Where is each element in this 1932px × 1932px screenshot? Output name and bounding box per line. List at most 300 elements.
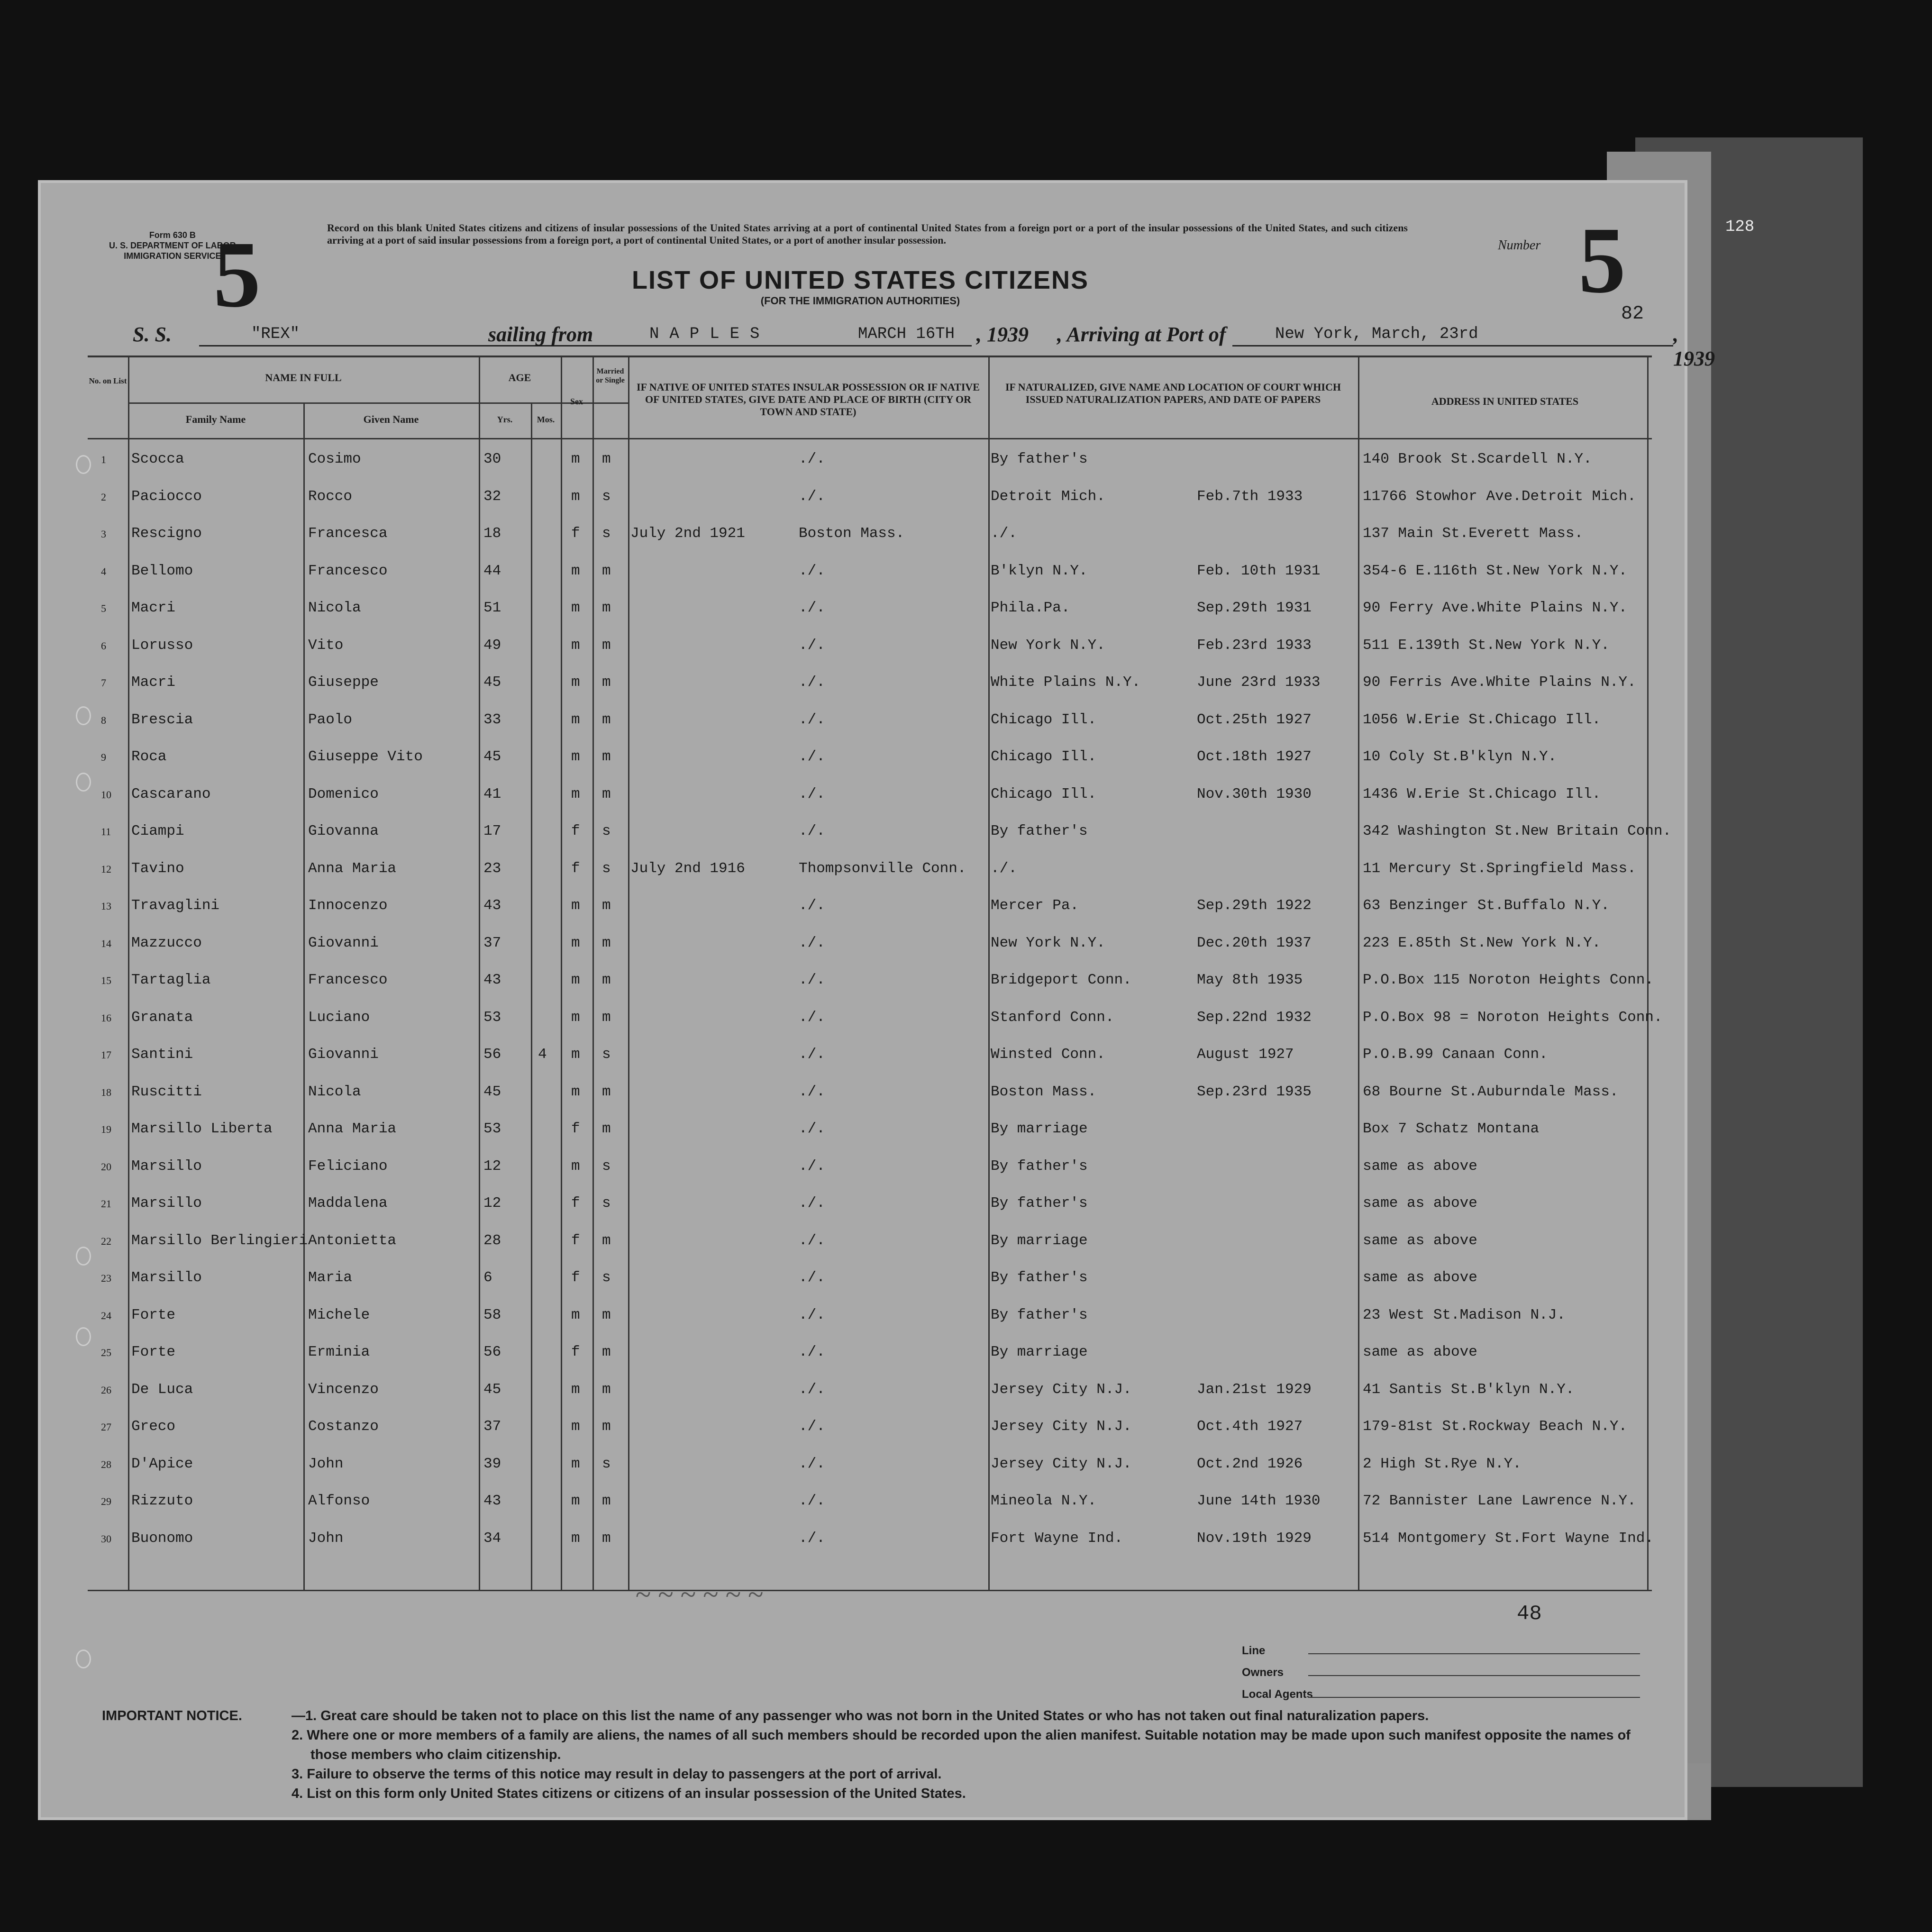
cell-no: 28 — [101, 1458, 111, 1470]
cell-court: Stanford Conn. — [991, 1009, 1114, 1026]
cell-no: 29 — [101, 1495, 111, 1507]
cell-ms: s — [602, 525, 611, 542]
table-row — [88, 1445, 1652, 1482]
cell-sex: m — [571, 1083, 580, 1100]
cell-birth-place: ./. — [799, 1083, 825, 1100]
cell-court: New York N.Y. — [991, 637, 1105, 654]
cell-ms: s — [602, 860, 611, 877]
agents-label: Local Agents — [1242, 1684, 1313, 1705]
cell-address: 10 Coly St.B'klyn N.Y. — [1363, 748, 1557, 765]
cell-sex: m — [571, 600, 580, 616]
cell-no: 4 — [101, 565, 106, 577]
cell-birth-place: ./. — [799, 1306, 825, 1323]
cell-no: 17 — [101, 1049, 111, 1061]
cell-address: 90 Ferris Ave.White Plains N.Y. — [1363, 674, 1636, 691]
cell-sex: m — [571, 897, 580, 914]
cell-family: Forte — [131, 1306, 176, 1323]
cell-age: 45 — [483, 1083, 501, 1100]
cell-age: 58 — [483, 1306, 501, 1323]
cell-nat-date: Oct.4th 1927 — [1197, 1418, 1303, 1435]
cell-address: 223 E.85th St.New York N.Y. — [1363, 934, 1601, 951]
cell-age: 23 — [483, 860, 501, 877]
cell-address: 11766 Stowhor Ave.Detroit Mich. — [1363, 488, 1636, 505]
cell-no: 21 — [101, 1198, 111, 1210]
table-row — [88, 664, 1652, 701]
cell-age: 41 — [483, 785, 501, 802]
cell-court: Bridgeport Conn. — [991, 972, 1132, 988]
cell-nat-date: Oct.25th 1927 — [1197, 711, 1312, 728]
cell-court: Mercer Pa. — [991, 897, 1079, 914]
cell-no: 14 — [101, 937, 111, 949]
cell-age: 56 — [483, 1046, 501, 1063]
cell-birth-place: Thompsonville Conn. — [799, 860, 966, 877]
cell-family: Bellomo — [131, 562, 193, 579]
cell-nat-date: Oct.18th 1927 — [1197, 748, 1312, 765]
cell-sex: m — [571, 934, 580, 951]
cell-given: Luciano — [308, 1009, 370, 1026]
punch-hole — [76, 1247, 91, 1266]
cell-court: Jersey City N.J. — [991, 1381, 1132, 1398]
cell-sex: m — [571, 1530, 580, 1547]
cell-court: Jersey City N.J. — [991, 1418, 1132, 1435]
sailing-date: MARCH 16TH — [858, 325, 955, 343]
cell-no: 13 — [101, 900, 111, 912]
table-row — [88, 1073, 1652, 1110]
cell-age: 39 — [483, 1455, 501, 1472]
cell-nat-date: Jan.21st 1929 — [1197, 1381, 1312, 1398]
cell-age: 33 — [483, 711, 501, 728]
service: IMMIGRATION SERVICE — [124, 251, 221, 261]
cell-birth-place: ./. — [799, 488, 825, 505]
cell-family: De Luca — [131, 1381, 193, 1398]
cell-court: By father's — [991, 1195, 1088, 1212]
cell-birth-place: ./. — [799, 1344, 825, 1360]
table-row — [88, 440, 1652, 477]
instructions-text: Record on this blank United States citizens and citizens of insular possessions of the United States arriving at a port of continental United States from a foreign port or a port of the insular possessions of the United States, and such citizens arriving at a port of said insular possessions from a foreign port, a port of continental United States, or a port of another insular possession. — [327, 222, 1408, 246]
cell-birth-place: ./. — [799, 674, 825, 691]
cell-age: 28 — [483, 1232, 501, 1249]
header-naturalized: IF NATURALIZED, GIVE NAME AND LOCATION OF COURT WHICH ISSUED NATURALIZATION PAPERS, AND DATE OF PAPERS — [1005, 381, 1341, 405]
cell-sex: m — [571, 1046, 580, 1063]
cell-given: Nicola — [308, 1083, 361, 1100]
cell-court: Chicago Ill. — [991, 748, 1097, 765]
agents-block — [1242, 1640, 1313, 1705]
cell-no: 12 — [101, 863, 111, 875]
header-no: No. on List — [89, 376, 127, 385]
cell-court: Phila.Pa. — [991, 600, 1070, 616]
cell-age: 43 — [483, 972, 501, 988]
port-underline — [607, 345, 972, 346]
cell-ms: s — [602, 1269, 611, 1286]
cell-age: 37 — [483, 1418, 501, 1435]
cell-nat-date: Nov.30th 1930 — [1197, 785, 1312, 802]
header-native: IF NATIVE OF UNITED STATES INSULAR POSSESSION OR IF NATIVE OF UNITED STATES, GIVE DATE AND PLACE OF BIRTH (CITY OR TOWN AND STATE) — [637, 381, 980, 418]
cell-given: Erminia — [308, 1344, 370, 1360]
cell-age: 30 — [483, 451, 501, 467]
cell-age: 45 — [483, 674, 501, 691]
table-row — [88, 924, 1652, 961]
cell-ms: m — [602, 600, 611, 616]
cell-given: Antonietta — [308, 1232, 397, 1249]
cell-family: Marsillo Liberta — [131, 1121, 273, 1137]
cell-court: Mineola N.Y. — [991, 1493, 1097, 1509]
cell-address: 63 Benzinger St.Buffalo N.Y. — [1363, 897, 1610, 914]
cell-family: Marsillo — [131, 1157, 202, 1175]
voyage-line — [133, 322, 1715, 370]
cell-age: 43 — [483, 897, 501, 914]
table-row — [88, 627, 1652, 664]
cell-age: 17 — [483, 823, 501, 839]
cell-given: Costanzo — [308, 1418, 379, 1435]
cell-nat-date: Feb. 10th 1931 — [1197, 562, 1321, 579]
cell-given: John — [308, 1455, 344, 1472]
cell-address: 72 Bannister Lane Lawrence N.Y. — [1363, 1493, 1636, 1509]
cell-ms: m — [602, 1009, 611, 1026]
table-row — [88, 1371, 1652, 1408]
cell-sex: m — [571, 451, 580, 467]
cell-ms: m — [602, 1344, 611, 1360]
cell-sex: m — [571, 1157, 580, 1175]
cell-family: Marsillo Berlingieri — [131, 1232, 308, 1249]
cell-sex: m — [571, 1306, 580, 1323]
arrival-year: , 1939 — [1673, 323, 1715, 370]
header-married: Married or Single — [596, 367, 625, 384]
cell-address: 41 Santis St.B'klyn N.Y. — [1363, 1381, 1575, 1398]
cell-given: Paolo — [308, 711, 353, 728]
cell-given: Francesco — [308, 972, 388, 988]
cell-given: Michele — [308, 1306, 370, 1323]
cell-family: Buonomo — [131, 1530, 193, 1547]
cell-ms: m — [602, 897, 611, 914]
cell-ms: m — [602, 1493, 611, 1509]
cell-ms: m — [602, 972, 611, 988]
cell-ms: m — [602, 785, 611, 802]
table-row — [88, 812, 1672, 849]
cell-family: Brescia — [131, 711, 193, 728]
cell-given: Domenico — [308, 785, 379, 802]
cell-family: Marsillo — [131, 1269, 202, 1286]
cell-family: Granata — [131, 1009, 193, 1026]
cell-nat-date: Sep.23rd 1935 — [1197, 1083, 1312, 1100]
cell-birth-place: ./. — [799, 1530, 825, 1547]
cell-sex: f — [571, 1232, 580, 1249]
cell-court: By marriage — [991, 1121, 1088, 1137]
cell-sex: f — [571, 525, 580, 542]
cell-age: 12 — [483, 1157, 501, 1175]
cell-sex: f — [571, 823, 580, 839]
sailing-year: , 1939 — [976, 323, 1029, 346]
form-number: Form 630 B — [149, 230, 196, 240]
cell-no: 25 — [101, 1347, 111, 1358]
table-row — [88, 850, 1652, 887]
cell-birth-place: ./. — [799, 1418, 825, 1435]
cell-birth-place: ./. — [799, 1121, 825, 1137]
cell-family: Rescigno — [131, 525, 202, 542]
table-row — [88, 478, 1652, 515]
cell-age: 53 — [483, 1121, 501, 1137]
cell-no: 24 — [101, 1309, 111, 1321]
cell-address: same as above — [1363, 1195, 1477, 1212]
cell-no: 30 — [101, 1532, 111, 1545]
ship-name: "REX" — [251, 325, 300, 343]
cell-no: 10 — [101, 788, 111, 801]
cell-no: 2 — [101, 491, 106, 503]
cell-family: Ruscitti — [131, 1083, 202, 1100]
cell-no: 8 — [101, 714, 106, 726]
header-sex: Sex — [570, 397, 583, 406]
cell-given: Cosimo — [308, 451, 361, 467]
cell-birth-place: ./. — [799, 637, 825, 654]
cell-no: 23 — [101, 1272, 111, 1284]
cell-ms: m — [602, 562, 611, 579]
cell-nat-date: Sep.29th 1922 — [1197, 897, 1312, 914]
cell-nat-date: June 23rd 1933 — [1197, 674, 1321, 691]
cell-sex: m — [571, 1493, 580, 1509]
cell-birth-place: ./. — [799, 711, 825, 728]
cell-family: Mazzucco — [131, 934, 202, 951]
cell-no: 15 — [101, 975, 111, 986]
punch-hole — [76, 1327, 91, 1346]
cell-no: 1 — [101, 454, 106, 465]
table-row — [88, 589, 1652, 626]
stamp-number: 82 — [1621, 303, 1644, 325]
cell-address: 11 Mercury St.Springfield Mass. — [1363, 860, 1636, 877]
cell-court: White Plains N.Y. — [991, 674, 1141, 691]
cell-sex: m — [571, 637, 580, 654]
cell-court: By father's — [991, 1306, 1088, 1323]
cell-family: Tavino — [131, 860, 184, 877]
cell-age: 6 — [483, 1269, 492, 1286]
cell-ms: m — [602, 637, 611, 654]
cell-age: 44 — [483, 562, 501, 579]
cell-sex: m — [571, 674, 580, 691]
cell-address: 2 High St.Rye N.Y. — [1363, 1455, 1522, 1472]
cell-birth-place: ./. — [799, 1381, 825, 1398]
cell-court: New York N.Y. — [991, 934, 1105, 951]
table-row — [88, 775, 1652, 812]
cell-address: 514 Montgomery St.Fort Wayne Ind. — [1363, 1530, 1654, 1547]
cell-court: Boston Mass. — [991, 1083, 1097, 1100]
page-count: 48 — [1517, 1602, 1542, 1626]
table-row — [88, 887, 1652, 924]
cell-birth-place: ./. — [799, 1455, 825, 1472]
cell-given: Rocco — [308, 488, 353, 505]
cell-ms: m — [602, 1306, 611, 1323]
cell-nat-date: Sep.22nd 1932 — [1197, 1009, 1312, 1026]
cell-age: 45 — [483, 748, 501, 765]
cell-court: ./. — [991, 860, 1017, 877]
table-row — [88, 999, 1663, 1036]
cell-given: Giovanni — [308, 934, 379, 951]
cell-address: same as above — [1363, 1269, 1477, 1286]
cell-court: ./. — [991, 525, 1017, 542]
cell-no: 19 — [101, 1123, 111, 1135]
cell-address: P.O.Box 115 Noroton Heights Conn. — [1363, 972, 1654, 988]
cell-birth-date: July 2nd 1921 — [630, 525, 745, 542]
cell-sex: m — [571, 1009, 580, 1026]
sheet-note-128: 128 — [1725, 218, 1755, 236]
cell-family: Ciampi — [131, 823, 184, 839]
cell-sex: m — [571, 488, 580, 505]
cell-court: Jersey City N.J. — [991, 1455, 1132, 1472]
table-row — [88, 701, 1652, 738]
cell-no: 11 — [101, 826, 111, 838]
cell-age: 34 — [483, 1530, 501, 1547]
cell-nat-date: Oct.2nd 1926 — [1197, 1455, 1303, 1472]
cell-no: 5 — [101, 602, 106, 614]
table-row — [88, 1110, 1652, 1147]
cell-ms: s — [602, 823, 611, 839]
notice-item: 3. Failure to observe the terms of this notice may result in delay to passengers at the port of arrival. — [292, 1767, 942, 1782]
cell-family: Macri — [131, 674, 176, 691]
cell-address: 90 Ferry Ave.White Plains N.Y. — [1363, 600, 1628, 616]
cell-family: Macri — [131, 600, 176, 616]
departure-port: NAPLES — [649, 325, 770, 343]
cell-nat-date: August 1927 — [1197, 1046, 1294, 1063]
punch-hole — [76, 1649, 91, 1668]
cell-sex: m — [571, 562, 580, 579]
punch-hole — [76, 706, 91, 725]
cell-nat-date: Sep.29th 1931 — [1197, 600, 1312, 616]
cell-nat-date: Feb.7th 1933 — [1197, 488, 1303, 505]
cell-ms: m — [602, 711, 611, 728]
cell-given: Giuseppe — [308, 674, 379, 691]
cell-given: Anna Maria — [308, 1121, 397, 1137]
table-row — [88, 1520, 1652, 1557]
header-family: Family Name — [185, 413, 246, 425]
notice-item: 4. List on this form only United States citizens or citizens of an insular possession of the United States. — [292, 1786, 966, 1801]
cell-sex: m — [571, 972, 580, 988]
cell-ms: m — [602, 1083, 611, 1100]
cell-court: By father's — [991, 1269, 1088, 1286]
cell-birth-date: July 2nd 1916 — [630, 860, 745, 877]
cell-age: 43 — [483, 1493, 501, 1509]
arrival-underline — [1232, 345, 1673, 346]
page-title: LIST OF UNITED STATES CITIZENS — [632, 266, 1089, 294]
cell-address: 137 Main St.Everett Mass. — [1363, 525, 1584, 542]
header-name: NAME IN FULL — [265, 372, 342, 383]
handwritten-signature: ~ ~ ~ ~ ~ ~ — [635, 1579, 763, 1610]
cell-mos: 4 — [538, 1046, 547, 1063]
cell-given: Giovanna — [308, 823, 379, 839]
table-row — [88, 1148, 1652, 1185]
cell-address: 23 West St.Madison N.J. — [1363, 1306, 1566, 1323]
cell-given: Francesca — [308, 525, 388, 542]
ss-label: S. S. — [133, 323, 172, 346]
cell-birth-place: ./. — [799, 1195, 825, 1212]
cell-address: same as above — [1363, 1344, 1477, 1360]
cell-age: 18 — [483, 525, 501, 542]
cell-sex: m — [571, 1455, 580, 1472]
cell-address: 68 Bourne St.Auburndale Mass. — [1363, 1083, 1619, 1100]
cell-birth-place: ./. — [799, 1046, 825, 1063]
cell-address: 1056 W.Erie St.Chicago Ill. — [1363, 711, 1601, 728]
cell-address: 179-81st St.Rockway Beach N.Y. — [1363, 1418, 1628, 1435]
cell-ms: s — [602, 1046, 611, 1063]
cell-ms: m — [602, 1530, 611, 1547]
notice-item: 2. Where one or more members of a family are aliens, the names of all such members should be recorded upon the alien manifest. Suitable notation may be made upon such manifest opposite the names of those members who claim citizenship. — [292, 1728, 1631, 1762]
cell-age: 12 — [483, 1195, 501, 1212]
table-row — [88, 1408, 1652, 1445]
cell-court: B'klyn N.Y. — [991, 562, 1088, 579]
number-label: Number — [1498, 238, 1541, 253]
cell-family: Cascarano — [131, 785, 211, 802]
cell-court: Detroit Mich. — [991, 488, 1105, 505]
cell-family: Lorusso — [131, 637, 193, 654]
cell-address: same as above — [1363, 1232, 1477, 1249]
notice-item: —1. Great care should be taken not to place on this list the name of any passenger who was not born in the United States or who has not taken out final naturalization papers. — [292, 1708, 1429, 1723]
department: U. S. DEPARTMENT OF LABOR — [109, 241, 236, 250]
table-row — [88, 961, 1652, 998]
sheet-number-left: 5 — [213, 222, 261, 327]
cell-address: Box 7 Schatz Montana — [1363, 1121, 1540, 1137]
cell-sex: m — [571, 1418, 580, 1435]
cell-address: 342 Washington St.New Britain Conn. — [1363, 823, 1672, 839]
cell-no: 9 — [101, 751, 106, 763]
cell-no: 16 — [101, 1012, 111, 1024]
cell-no: 27 — [101, 1421, 111, 1433]
cell-given: Vincenzo — [308, 1381, 379, 1398]
cell-court: By father's — [991, 1157, 1088, 1175]
table-row — [88, 552, 1652, 589]
cell-address: 140 Brook St.Scardell N.Y. — [1363, 451, 1592, 467]
table-row — [88, 1482, 1652, 1519]
cell-nat-date: May 8th 1935 — [1197, 972, 1303, 988]
cell-birth-place: ./. — [799, 1157, 825, 1175]
cell-family: Paciocco — [131, 488, 202, 505]
cell-given: Maddalena — [308, 1195, 388, 1212]
cell-court: By father's — [991, 823, 1088, 839]
cell-no: 3 — [101, 528, 106, 540]
cell-age: 56 — [483, 1344, 501, 1360]
cell-family: Greco — [131, 1418, 176, 1435]
cell-sex: f — [571, 860, 580, 877]
cell-given: Francesco — [308, 562, 388, 579]
punch-hole — [76, 773, 91, 792]
cell-family: Forte — [131, 1344, 176, 1360]
cell-family: Tartaglia — [131, 972, 211, 988]
table-row — [88, 1333, 1652, 1370]
cell-family: Travaglini — [131, 897, 220, 914]
cell-ms: s — [602, 1455, 611, 1472]
cell-family: Scocca — [131, 451, 184, 467]
cell-sex: m — [571, 748, 580, 765]
punch-hole — [76, 455, 91, 474]
cell-given: Anna Maria — [308, 860, 397, 877]
cell-given: Giuseppe Vito — [308, 748, 423, 765]
cell-ms: m — [602, 674, 611, 691]
cell-given: Maria — [308, 1269, 353, 1286]
cell-court: By marriage — [991, 1344, 1088, 1360]
cell-birth-place: Boston Mass. — [799, 525, 905, 542]
line-label: Line — [1242, 1640, 1313, 1662]
cell-given: John — [308, 1530, 344, 1547]
cell-given: Giovanni — [308, 1046, 379, 1063]
cell-age: 37 — [483, 934, 501, 951]
cell-ms: s — [602, 488, 611, 505]
cell-birth-place: ./. — [799, 1269, 825, 1286]
sheet-number-right: 5 — [1578, 208, 1626, 313]
cell-sex: m — [571, 785, 580, 802]
cell-address: same as above — [1363, 1157, 1477, 1175]
cell-family: D'Apice — [131, 1455, 193, 1472]
table-row — [88, 1296, 1652, 1333]
cell-birth-place: ./. — [799, 562, 825, 579]
cell-age: 53 — [483, 1009, 501, 1026]
cell-address: P.O.B.99 Canaan Conn. — [1363, 1046, 1548, 1063]
cell-ms: m — [602, 934, 611, 951]
cell-nat-date: Feb.23rd 1933 — [1197, 637, 1312, 654]
